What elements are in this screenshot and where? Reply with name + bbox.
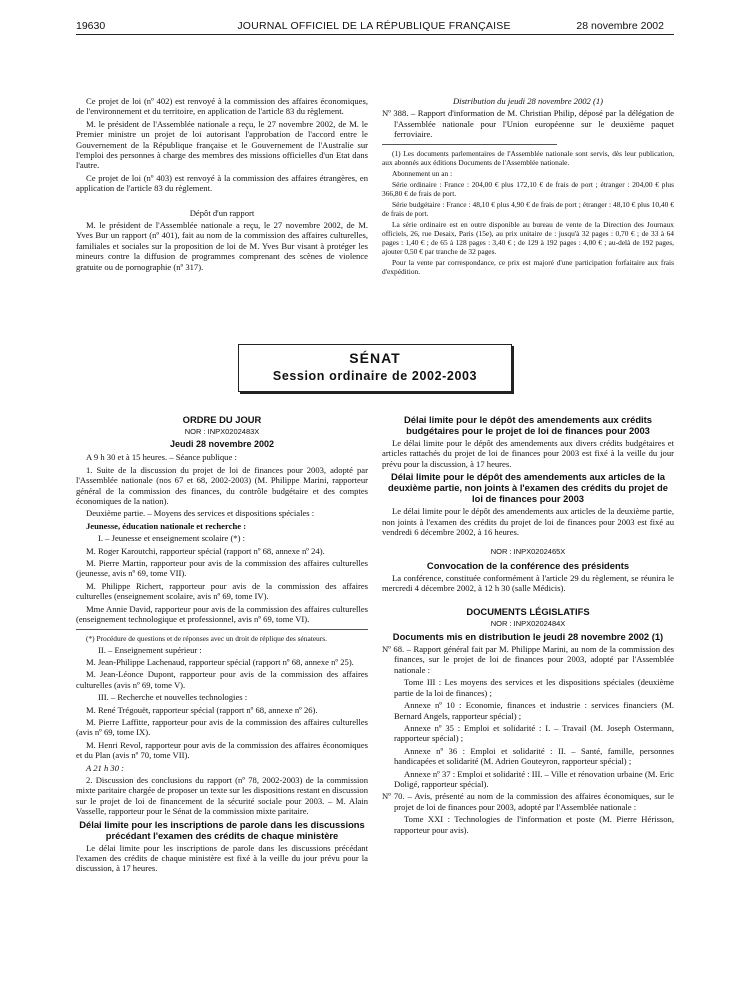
document-388: Nº 388. – Rapport d'information de M. Christian Philip, déposé par la délégation de l'Assemblée nationale pour l'Union européenne sur le deuxième paquet ferroviaire. (382, 108, 674, 140)
footnote: La série ordinaire est en outre disponible au bureau de vente de la Direction des Journaux officiels, 26, rue Desaix, Paris (15e), au prix unitaire de : jusqu'à 32 pages : 0,70 € ; de 33 à 64 pages : 1,40 € ; de 65 à 128 pages : 3,40 € ; de 129 à 192 pages : 4,00 € ; au-delà de 192 pages, ajouter 0,50 € par tranche de 32 pages. (382, 219, 674, 256)
paragraph: Annexe nº 36 : Emploi et solidarité : II. – Santé, famille, personnes handicapées et solidarité (M. Adrien Gouteyron, rapporteur spécial) ; (394, 745, 674, 767)
header-rule (76, 34, 674, 35)
nor-reference: NOR : INPX0202483X (184, 427, 260, 436)
document-70: Nº 70. – Avis, présenté au nom de la commission des affaires économiques, sur le projet de loi de finances pour 2003, adopté par l'Assemblée nationale : (382, 791, 674, 812)
senat-session: Session ordinaire de 2002-2003 (272, 369, 478, 383)
paragraph: M. Roger Karoutchi, rapporteur spécial (rapport nº 68, annexe nº 24). (86, 545, 325, 556)
senat-title-box (238, 344, 512, 392)
paragraph: Le délai limite pour le dépôt des amendements aux articles de la deuxième partie, non joints à l'examen des crédits du projet de loi de finances pour 2003 est fixé au vendredi 6 décembre 2002, à 16 heures. (382, 506, 674, 538)
paragraph: M. Pierre Martin, rapporteur pour avis de la commission des affaires culturelles (jeunesse, avis nº 69, tome VII). (76, 558, 368, 579)
paragraph: 2. Discussion des conclusions du rapport (nº 78, 2002-2003) de la commission mixte paritaire chargée de proposer un texte sur les dispositions restant en discussion sur le projet de loi de financement de la sécurité sociale pour 2003. – M. Alain Vasselle, rapporteur pour le Sénat de la commission mixte paritaire. (76, 774, 368, 817)
nor-reference: NOR : INPX0202484X (490, 618, 566, 628)
top-right-column (382, 96, 674, 278)
journal-title: JOURNAL OFFICIEL DE LA RÉPUBLIQUE FRANÇAISE (237, 20, 511, 32)
delai-credits-heading: Délai limite pour le dépôt des amendements aux crédits budgétaires pour le projet de loi de finances pour 2003 (404, 414, 652, 436)
paragraph: M. Pierre Laffitte, rapporteur pour avis de la commission des affaires culturelles (avis nº 69, tome IX). (76, 716, 368, 738)
paragraph: 1. Suite de la discussion du projet de loi de finances pour 2003, adopté par l'Assemblée nationale (nos 67 et 68, 2002-2003) (M. Philippe Marini, rapporteur général de la commission des finances, du contrôle budgétaire et des comptes économiques de la nation). (76, 464, 368, 507)
date-heading: Jeudi 28 novembre 2002 (169, 439, 275, 450)
nor-reference: NOR : INPX0202465X (490, 547, 566, 557)
note-rule (76, 629, 368, 630)
paragraph: Annexe nº 35 : Emploi et solidarité : I. – Travail (M. Joseph Ostermann, rapporteur spécial) ; (394, 722, 674, 744)
paragraph: M. Jean-Léonce Dupont, rapporteur pour avis de la commission des affaires culturelles (avis nº 69, tome V). (76, 669, 368, 690)
footnote: Série ordinaire : France : 204,00 € plus 172,10 € de frais de port ; étranger : 204,00 € plus 366,80 € de frais de port. (382, 179, 674, 198)
document-68: Nº 68. – Rapport général fait par M. Philippe Marini, au nom de la commission des finances, sur le projet de loi de finances pour 2003, adopté par l'Assemblée nationale : (382, 644, 674, 675)
footnote-rule (382, 144, 557, 145)
distribution-heading: Distribution du jeudi 28 novembre 2002 (1) (452, 96, 604, 106)
issue-date: 28 novembre 2002 (576, 20, 664, 32)
paragraph: Annexe nº 37 : Emploi et solidarité : III. – Ville et rénovation urbaine (M. Eric Doligé, rapporteur spécial). (394, 768, 674, 789)
section-heading-depot: Dépôt d'un rapport (189, 207, 255, 218)
paragraph: I. – Jeunesse et enseignement scolaire (*) : (98, 533, 245, 544)
paragraph: Tome XXI : Technologies de l'information et poste (M. Pierre Hérisson, rapporteur pour avis). (394, 814, 674, 835)
ordre-du-jour-title: ORDRE DU JOUR (182, 414, 262, 425)
paragraph: A 9 h 30 et à 15 heures. – Séance publique : (86, 452, 237, 463)
footnote: (1) Les documents parlementaires de l'Assemblée nationale sont servis, dès leur publication, aux abonnés aux éditions Documents de l'Assemblée nationale. (382, 148, 674, 167)
documents-distribution-heading: Documents mis en distribution le jeudi 28 novembre 2002 (1) (392, 631, 664, 643)
lower-left-column (76, 414, 368, 876)
paragraph: M. René Trégouët, rapporteur spécial (rapport nº 68, annexe nº 26). (86, 704, 318, 715)
lower-right-column (382, 414, 674, 837)
note: (*) Procédure de questions et de réponses avec un droit de réplique des sénateurs. (86, 633, 327, 643)
footnote: Abonnement un an : (392, 168, 453, 178)
page-header (0, 14, 748, 34)
footnote: Série budgétaire : France : 48,10 € plus 4,90 € de frais de port ; étranger : 48,10 € plus 10,40 € de frais de port. (382, 199, 674, 218)
paragraph: Ce projet de loi (nº 403) est renvoyé à la commission des affaires étrangères, en application de l'article 83 du règlement. (76, 172, 368, 194)
paragraph: Ce projet de loi (nº 402) est renvoyé à la commission des affaires économiques, de l'environnement et du territoire, en application de l'article 83 du règlement. (76, 96, 368, 117)
paragraph: La conférence, constituée conformément à l'article 29 du règlement, se réunira le mercredi 4 décembre 2002, à 12 h 30 (salle Médicis). (382, 572, 674, 594)
paragraph: Tome III : Les moyens des services et les dispositions spéciales (deuxième partie de la loi de finances) ; (394, 677, 674, 698)
paragraph: Deuxième partie. – Moyens des services et dispositions spéciales : (86, 508, 315, 519)
paragraph: M. Jean-Philippe Lachenaud, rapporteur spécial (rapport nº 68, annexe nº 25). (86, 656, 354, 667)
paragraph: Jeunesse, éducation nationale et recherche : (86, 520, 247, 531)
paragraph: II. – Enseignement supérieur : (98, 644, 202, 655)
page-number: 19630 (76, 20, 106, 32)
documents-legislatifs-title: DOCUMENTS LÉGISLATIFS (466, 605, 590, 617)
paragraph: M. Henri Revol, rapporteur pour avis de la commission des affaires économiques et du Plan (avis nº 70, tome VII). (76, 739, 368, 761)
delai-articles-heading: Délai limite pour le dépôt des amendements aux articles de la deuxième partie, non joints à l'examen des crédits du projet de loi de finances pour 2003 (388, 471, 668, 505)
paragraph: M. Philippe Richert, rapporteur pour avis de la commission des affaires culturelles (enseignement scolaire, avis nº 69, tome IV). (76, 580, 368, 602)
paragraph: A 21 h 30 : (86, 762, 125, 773)
senat-title: SÉNAT (349, 350, 401, 366)
paragraph: M. le président de l'Assemblée nationale a reçu, le 27 novembre 2002, de M. le Premier ministre un projet de loi autorisant l'approbation de l'accord entre le Gouvernement de la République française et le Gouvernement de l'Australie sur l'emploi des personnes à charge des membres des missions officielles d'un Etat dans l'autre. (76, 118, 368, 171)
paragraph: M. le président de l'Assemblée nationale a reçu, le 27 novembre 2002, de M. Yves Bur un rapport (nº 401), fait au nom de la commission des affaires culturelles, familiales et sociales sur la proposition de loi de M. Yves Bur visant à protéger les mineurs contre la diffusion de programmes comprenant des scènes de violence gratuite ou de pornographie (nº 317). (76, 220, 368, 272)
paragraph: Le délai limite pour le dépôt des amendements aux divers crédits budgétaires et articles rattachés du projet de loi de finances pour 2003 est fixé à la veille du jour prévu pour la discussion, à 17 heures. (382, 438, 674, 469)
paragraph: Le délai limite pour les inscriptions de parole dans les discussions précédant l'examen des crédits de chaque ministère est fixé à la veille du jour prévu pour la discussion, à 17 heures. (76, 842, 368, 874)
paragraph: III. – Recherche et nouvelles technologies : (98, 692, 248, 703)
footnote: Pour la vente par correspondance, ce prix est majoré d'une participation forfaitaire aux frais d'expédition. (382, 257, 674, 276)
delai-parole-heading: Délai limite pour les inscriptions de parole dans les discussions précédant l'examen des crédits de chaque ministère (79, 818, 365, 841)
conference-heading: Convocation de la conférence des présidents (426, 559, 630, 571)
top-left-column (76, 96, 368, 274)
paragraph: Mme Annie David, rapporteur pour avis de la commission des affaires culturelles (enseignement technologique et professionnel, avis nº 69, tome VI). (76, 603, 368, 625)
paragraph: Annexe nº 10 : Economie, finances et industrie : services financiers (M. Bernard Angels, rapporteur spécial) ; (394, 700, 674, 721)
